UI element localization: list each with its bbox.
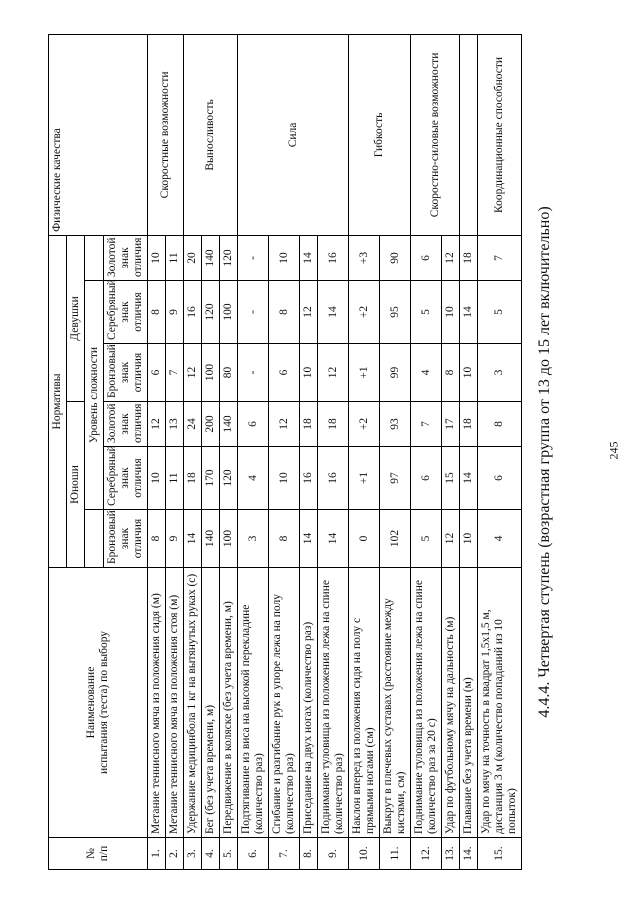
boys-value: 140: [219, 402, 237, 447]
test-name: Поднимание туловища из положения лежа на спине (количество раз за 20 с): [410, 568, 441, 838]
header-gold: Золотой знак отличия: [103, 235, 147, 280]
girls-value: 10: [459, 344, 477, 402]
header-gold: Золотой знак отличия: [103, 402, 147, 447]
boys-value: 12: [147, 402, 165, 447]
header-norms: Нормативы: [48, 235, 66, 567]
boys-value: 97: [379, 447, 410, 510]
header-silver: Серебряный знак отличия: [103, 281, 147, 344]
boys-value: 100: [219, 510, 237, 568]
girls-value: 5: [477, 281, 521, 344]
boys-value: 16: [317, 447, 348, 510]
header-blank: [84, 510, 103, 568]
girls-value: 4: [410, 344, 441, 402]
girls-value: -: [237, 344, 268, 402]
boys-value: 14: [299, 510, 317, 568]
boys-value: 9: [165, 510, 183, 568]
girls-value: 14: [459, 281, 477, 344]
page-number: 245: [606, 441, 621, 460]
boys-value: 17: [441, 402, 459, 447]
girls-value: 18: [459, 235, 477, 280]
boys-value: 8: [268, 510, 299, 568]
test-name: Удар по мячу на точность в квадрат 1,5х1,5 м, дистанция 3 м (количество попаданий из 10 попыток): [477, 568, 521, 838]
girls-value: -: [237, 235, 268, 280]
girls-value: 99: [379, 344, 410, 402]
boys-value: 4: [237, 447, 268, 510]
test-name: Поднимание туловища из положения лежа на спине (количество раз): [317, 568, 348, 838]
girls-value: 8: [268, 281, 299, 344]
table-row: [410, 34, 441, 869]
girls-value: 6: [410, 235, 441, 280]
physical-quality: Скоростные возможности: [147, 34, 183, 235]
boys-value: 12: [441, 510, 459, 568]
boys-value: 18: [317, 402, 348, 447]
test-name: Бег (без учета времени, м): [201, 568, 219, 838]
boys-value: 15: [441, 447, 459, 510]
boys-value: 18: [459, 402, 477, 447]
test-name: Метание теннисного мяча из положения сидя (м): [147, 568, 165, 838]
girls-value: 7: [477, 235, 521, 280]
girls-value: 5: [410, 281, 441, 344]
boys-value: 140: [201, 510, 219, 568]
girls-value: 9: [165, 281, 183, 344]
boys-value: 14: [183, 510, 201, 568]
test-name: Сгибание и разгибание рук в упоре лежа на полу (количество раз): [268, 568, 299, 838]
physical-quality: Координационные способности: [477, 34, 521, 235]
row-number: 1.: [147, 838, 165, 870]
girls-value: 12: [299, 281, 317, 344]
girls-value: 10: [299, 344, 317, 402]
test-name: Наклон вперед из положения сидя на полу с прямыми ногами (см): [348, 568, 379, 838]
boys-value: 3: [237, 510, 268, 568]
girls-value: 16: [317, 235, 348, 280]
row-number: 5.: [219, 838, 237, 870]
boys-value: 12: [268, 402, 299, 447]
row-number: 13.: [441, 838, 459, 870]
girls-value: +2: [348, 281, 379, 344]
girls-value: -: [237, 281, 268, 344]
boys-value: 10: [147, 447, 165, 510]
row-number: 8.: [299, 838, 317, 870]
girls-value: 8: [147, 281, 165, 344]
boys-value: +1: [348, 447, 379, 510]
boys-value: 4: [477, 510, 521, 568]
girls-value: 14: [299, 235, 317, 280]
header-boys: Юноши: [66, 402, 84, 568]
boys-value: 102: [379, 510, 410, 568]
row-number: 11.: [379, 838, 410, 870]
test-name: Удержание медицинбола 1 кг на вытянутых руках (с): [183, 568, 201, 838]
girls-value: 12: [317, 344, 348, 402]
boys-value: 170: [201, 447, 219, 510]
header-bronze: Бронзовый знак отличия: [103, 344, 147, 402]
girls-value: 140: [201, 235, 219, 280]
table-row: [183, 34, 201, 869]
test-name: Передвижение в коляске (без учета времени, м): [219, 568, 237, 838]
header-level: Уровень сложности: [84, 281, 103, 510]
boys-value: 120: [219, 447, 237, 510]
girls-value: 12: [183, 344, 201, 402]
row-number: 12.: [410, 838, 441, 870]
header-name: Наименование испытания (теста) по выбору: [48, 568, 147, 838]
boys-value: 0: [348, 510, 379, 568]
test-name: Подтягивание из виса на высокой перекладине (количество раз): [237, 568, 268, 838]
girls-value: 14: [317, 281, 348, 344]
row-number: 3.: [183, 838, 201, 870]
physical-quality: Гибкость: [348, 34, 410, 235]
test-name: Плавание без учета времени (м): [459, 568, 477, 838]
boys-value: 6: [477, 447, 521, 510]
boys-value: 6: [237, 402, 268, 447]
boys-value: 8: [477, 402, 521, 447]
row-number: 7.: [268, 838, 299, 870]
boys-value: 8: [147, 510, 165, 568]
row-number: 10.: [348, 838, 379, 870]
test-name: Выкрут в плечевых суставах (расстояние между кистями, см): [379, 568, 410, 838]
table-row: [237, 34, 268, 869]
girls-value: 3: [477, 344, 521, 402]
boys-value: 6: [410, 447, 441, 510]
table-row: [477, 34, 521, 869]
boys-value: 18: [299, 402, 317, 447]
boys-value: 10: [459, 510, 477, 568]
header-girls: Девушки: [66, 235, 84, 401]
physical-quality: [459, 34, 477, 235]
boys-value: 10: [268, 447, 299, 510]
girls-value: 6: [268, 344, 299, 402]
boys-value: 5: [410, 510, 441, 568]
girls-value: 7: [165, 344, 183, 402]
physical-quality: Скоростно-силовые возможности: [410, 34, 459, 235]
boys-value: 13: [165, 402, 183, 447]
rotated-table-container: [48, 35, 593, 870]
header-bronze: Бронзовый знак отличия: [103, 510, 147, 568]
test-name: Удар по футбольному мячу на дальность (м): [441, 568, 459, 838]
boys-value: 200: [201, 402, 219, 447]
boys-value: 18: [183, 447, 201, 510]
boys-value: 93: [379, 402, 410, 447]
section-heading: 4.4.4. Четвертая ступень (возрастная группа от 13 до 15 лет включительно): [536, 206, 553, 718]
girls-value: 12: [441, 235, 459, 280]
table-row: [459, 34, 477, 869]
header-physical: Физические качества: [48, 34, 147, 235]
girls-value: 16: [183, 281, 201, 344]
row-number: 2.: [165, 838, 183, 870]
row-number: 15.: [477, 838, 521, 870]
girls-value: 90: [379, 235, 410, 280]
girls-value: 10: [268, 235, 299, 280]
girls-value: 100: [219, 281, 237, 344]
header-blank: [84, 235, 103, 280]
boys-value: +2: [348, 402, 379, 447]
girls-value: 20: [183, 235, 201, 280]
girls-value: +1: [348, 344, 379, 402]
test-name: Приседание на двух ногах (количество раз): [299, 568, 317, 838]
norms-table: [48, 34, 522, 870]
girls-value: 8: [441, 344, 459, 402]
girls-value: 120: [219, 235, 237, 280]
row-number: 9.: [317, 838, 348, 870]
girls-value: 80: [219, 344, 237, 402]
boys-value: 11: [165, 447, 183, 510]
girls-value: 100: [201, 344, 219, 402]
row-number: 6.: [237, 838, 268, 870]
boys-value: 24: [183, 402, 201, 447]
boys-value: 14: [317, 510, 348, 568]
girls-value: 10: [441, 281, 459, 344]
header-silver: Серебряный знак отличия: [103, 447, 147, 510]
girls-value: 6: [147, 344, 165, 402]
table-row: [348, 34, 379, 869]
test-name: Метание теннисного мяча из положения стоя (м): [165, 568, 183, 838]
girls-value: 95: [379, 281, 410, 344]
row-number: 14.: [459, 838, 477, 870]
boys-value: 16: [299, 447, 317, 510]
physical-quality: Сила: [237, 34, 348, 235]
physical-quality: Выносливость: [183, 34, 237, 235]
girls-value: +3: [348, 235, 379, 280]
girls-value: 120: [201, 281, 219, 344]
boys-value: 14: [459, 447, 477, 510]
boys-value: 7: [410, 402, 441, 447]
row-number: 4.: [201, 838, 219, 870]
table-row: [147, 34, 165, 869]
girls-value: 10: [147, 235, 165, 280]
header-number: № п/п: [48, 838, 147, 870]
girls-value: 11: [165, 235, 183, 280]
